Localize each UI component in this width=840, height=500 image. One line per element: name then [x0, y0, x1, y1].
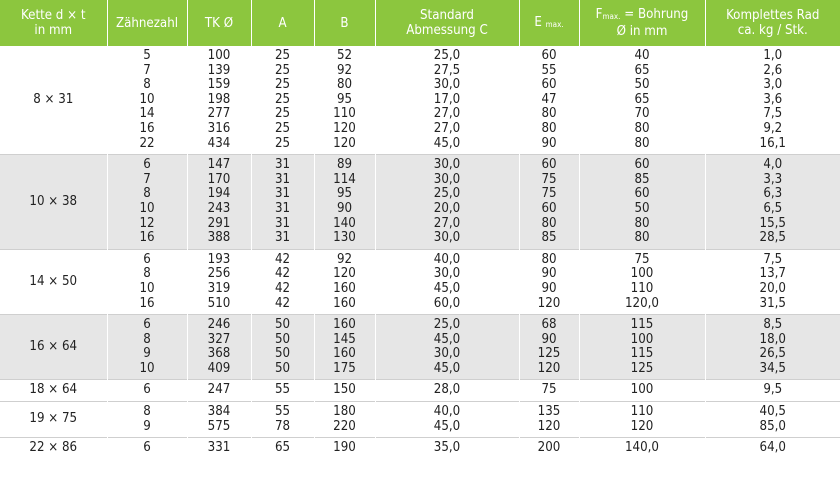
cell-tk: [187, 46, 251, 155]
table-row: [0, 380, 840, 402]
cell-value: 50: [634, 200, 650, 216]
cell-tk: [187, 438, 251, 459]
cell-value: 50: [274, 346, 291, 362]
cell-value: 30,0: [433, 266, 461, 282]
cell-value: 6: [143, 251, 151, 267]
cell-value: 20,0: [433, 200, 461, 216]
cell-value: 31: [274, 230, 291, 246]
cell-value: 80: [634, 215, 650, 231]
cell-value: 12: [139, 215, 155, 231]
cell-weight: [705, 46, 840, 155]
cell-value: 42: [274, 280, 291, 296]
cell-e-max: [519, 315, 579, 380]
cell-value: 120: [333, 135, 356, 151]
cell-value: 40,0: [433, 251, 461, 267]
header-f-rest: = Bohrung: [620, 7, 689, 22]
cell-standard-c: [375, 155, 519, 250]
cell-value: 159: [207, 77, 231, 93]
cell-value: 160: [333, 295, 356, 311]
cell-value: 25,0: [433, 186, 461, 202]
table-header: [0, 0, 840, 46]
header-kette: [0, 0, 107, 46]
cell-value: 8: [143, 331, 151, 347]
cell-value: 135: [537, 404, 561, 420]
cell-value: 80: [541, 251, 557, 267]
header-f-sub: max.: [602, 12, 621, 21]
cell-value: 115: [630, 346, 654, 362]
cell-value: 89: [336, 157, 353, 173]
cell-value: 150: [333, 382, 356, 398]
cell-value: 31: [274, 157, 291, 173]
cell-value: 40,0: [433, 404, 461, 420]
cell-tk: [187, 402, 251, 438]
cell-value: 47: [541, 91, 557, 107]
cell-value: 70: [634, 106, 650, 122]
cell-value: 6,3: [763, 186, 783, 202]
cell-value: 120: [537, 295, 561, 311]
cell-value: 25: [274, 135, 291, 151]
cell-value: 30,0: [433, 230, 461, 246]
table-row: [0, 155, 840, 250]
cell-value: 145: [333, 331, 356, 347]
cell-value: 30,0: [433, 171, 461, 187]
cell-a: [251, 380, 314, 402]
cell-value: 247: [207, 382, 231, 398]
cell-value: 45,0: [433, 418, 461, 434]
cell-value: 45,0: [433, 360, 461, 376]
cell-value: 115: [630, 317, 654, 333]
cell-kette: 10 × 38: [0, 155, 107, 250]
cell-value: 120: [333, 266, 356, 282]
cell-value: 40,5: [759, 404, 786, 420]
cell-value: 120,0: [625, 295, 659, 311]
cell-value: 6: [143, 440, 151, 456]
header-standard-line2: Abmessung C: [406, 23, 488, 38]
cell-value: 3,3: [763, 171, 783, 187]
cell-value: 14: [139, 106, 155, 122]
cell-value: 55: [541, 62, 557, 78]
cell-value: 291: [207, 215, 231, 231]
cell-value: 16,1: [759, 135, 786, 151]
header-e-max: [519, 0, 579, 46]
cell-value: 5: [143, 48, 151, 63]
cell-value: 180: [333, 404, 356, 420]
cell-value: 125: [537, 346, 561, 362]
cell-value: 277: [207, 106, 231, 122]
cell-value: 140: [333, 215, 356, 231]
cell-value: 7: [143, 62, 151, 78]
cell-value: 25: [274, 48, 291, 63]
cell-value: 50: [274, 331, 291, 347]
cell-value: 100: [630, 331, 654, 347]
cell-e-max: [519, 46, 579, 155]
cell-value: 31: [274, 215, 291, 231]
cell-value: 120: [333, 120, 356, 136]
header-rad-line1: Komplettes Rad: [726, 8, 820, 23]
cell-value: 6: [143, 317, 151, 333]
cell-value: 75: [541, 171, 557, 187]
cell-value: 90: [541, 331, 557, 347]
cell-value: 220: [333, 418, 356, 434]
cell-value: 26,5: [759, 346, 786, 362]
cell-value: 114: [333, 171, 356, 187]
cell-value: 30,0: [433, 346, 461, 362]
cell-value: 8,5: [763, 317, 783, 333]
cell-value: 10: [139, 360, 155, 376]
cell-value: 9,5: [763, 382, 783, 398]
cell-value: 193: [207, 251, 231, 267]
cell-b: [314, 315, 375, 380]
cell-f-max: [579, 315, 705, 380]
cell-a: [251, 438, 314, 459]
table-row: [0, 315, 840, 380]
cell-a: [251, 402, 314, 438]
cell-value: 3,6: [763, 91, 783, 107]
cell-value: 15,5: [759, 215, 786, 231]
cell-e-max: [519, 249, 579, 314]
cell-weight: [705, 249, 840, 314]
cell-weight: [705, 402, 840, 438]
cell-value: 45,0: [433, 280, 461, 296]
cell-kette: 8 × 31: [0, 46, 107, 155]
cell-value: 50: [274, 317, 291, 333]
cell-standard-c: [375, 380, 519, 402]
cell-zaehnezahl: [107, 380, 187, 402]
cell-value: 90: [541, 266, 557, 282]
cell-value: 100: [630, 266, 654, 282]
cell-value: 30,0: [433, 77, 461, 93]
cell-value: 190: [333, 440, 356, 456]
cell-value: 65: [274, 440, 291, 456]
cell-e-max: [519, 402, 579, 438]
cell-a: [251, 46, 314, 155]
cell-standard-c: [375, 46, 519, 155]
header-kette-line1: Kette d × t: [21, 8, 86, 23]
cell-b: [314, 380, 375, 402]
cell-value: 10: [139, 200, 155, 216]
header-a: A: [251, 0, 314, 46]
cell-f-max: [579, 155, 705, 250]
cell-value: 246: [207, 317, 231, 333]
header-e-main: E: [534, 14, 542, 30]
cell-value: 100: [630, 382, 654, 398]
cell-value: 8: [143, 404, 151, 420]
header-komplettes-rad: [705, 0, 840, 46]
cell-value: 160: [333, 280, 356, 296]
cell-value: 100: [207, 48, 231, 63]
cell-value: 90: [541, 280, 557, 296]
header-row: [0, 0, 840, 46]
cell-value: 35,0: [433, 440, 461, 456]
cell-b: [314, 155, 375, 250]
cell-value: 160: [333, 317, 356, 333]
cell-value: 368: [207, 346, 231, 362]
cell-e-max: [519, 380, 579, 402]
cell-value: 10: [139, 280, 155, 296]
header-tk: TK Ø: [187, 0, 251, 46]
cell-zaehnezahl: [107, 46, 187, 155]
table-row: [0, 249, 840, 314]
cell-value: 42: [274, 295, 291, 311]
cell-weight: [705, 315, 840, 380]
cell-value: 92: [336, 251, 353, 267]
cell-value: 80: [541, 106, 557, 122]
cell-value: 125: [630, 360, 654, 376]
cell-value: 27,0: [433, 120, 461, 136]
cell-value: 16: [139, 295, 155, 311]
cell-b: [314, 402, 375, 438]
cell-standard-c: [375, 438, 519, 459]
cell-value: 13,7: [759, 266, 786, 282]
cell-value: 120: [537, 418, 561, 434]
cell-value: 25: [274, 62, 291, 78]
cell-weight: [705, 438, 840, 459]
cell-value: 510: [207, 295, 231, 311]
cell-value: 31: [274, 171, 291, 187]
cell-value: 80: [541, 120, 557, 136]
cell-value: 68: [541, 317, 557, 333]
cell-value: 6,5: [763, 200, 783, 216]
cell-value: 16: [139, 230, 155, 246]
cell-value: 95: [336, 186, 353, 202]
cell-value: 18,0: [759, 331, 786, 347]
cell-value: 40: [634, 48, 650, 63]
cell-value: 140,0: [625, 440, 659, 456]
cell-tk: [187, 155, 251, 250]
cell-value: 30,0: [433, 157, 461, 173]
cell-value: 55: [274, 404, 291, 420]
cell-value: 147: [207, 157, 231, 173]
header-b: B: [314, 0, 375, 46]
cell-value: 34,5: [759, 360, 786, 376]
cell-value: 110: [333, 106, 356, 122]
cell-value: 27,0: [433, 106, 461, 122]
cell-value: 434: [207, 135, 231, 151]
cell-zaehnezahl: [107, 155, 187, 250]
cell-weight: [705, 380, 840, 402]
cell-value: 28,5: [759, 230, 786, 246]
table-row: [0, 402, 840, 438]
cell-value: 170: [207, 171, 231, 187]
cell-value: 331: [207, 440, 231, 456]
cell-value: 75: [634, 251, 650, 267]
cell-value: 80: [336, 77, 353, 93]
cell-value: 80: [541, 215, 557, 231]
cell-value: 25: [274, 120, 291, 136]
cell-standard-c: [375, 315, 519, 380]
cell-value: 256: [207, 266, 231, 282]
cell-a: [251, 155, 314, 250]
cell-value: 1,0: [763, 48, 783, 63]
cell-zaehnezahl: [107, 438, 187, 459]
cell-value: 110: [630, 280, 654, 296]
cell-standard-c: [375, 402, 519, 438]
cell-value: 175: [333, 360, 356, 376]
cell-b: [314, 438, 375, 459]
cell-value: 50: [634, 77, 650, 93]
cell-f-max: [579, 402, 705, 438]
cell-value: 92: [336, 62, 353, 78]
cell-value: 42: [274, 251, 291, 267]
cell-value: 25: [274, 77, 291, 93]
header-rad-line2: ca. kg / Stk.: [737, 23, 808, 38]
cell-value: 110: [630, 404, 654, 420]
header-standard-line1: Standard: [420, 8, 474, 23]
cell-kette: 16 × 64: [0, 315, 107, 380]
cell-value: 64,0: [759, 440, 786, 456]
cell-b: [314, 249, 375, 314]
cell-value: 45,0: [433, 331, 461, 347]
cell-value: 31: [274, 200, 291, 216]
cell-f-max: [579, 46, 705, 155]
cell-value: 31: [274, 186, 291, 202]
cell-value: 75: [541, 382, 557, 398]
cell-value: 25,0: [433, 317, 461, 333]
cell-value: 60: [541, 48, 557, 63]
cell-value: 45,0: [433, 135, 461, 151]
cell-e-max: [519, 155, 579, 250]
cell-f-max: [579, 380, 705, 402]
cell-zaehnezahl: [107, 315, 187, 380]
cell-value: 31,5: [759, 295, 786, 311]
cell-value: 9,2: [763, 120, 783, 136]
cell-value: 75: [541, 186, 557, 202]
header-kette-line2: in mm: [34, 23, 73, 38]
cell-a: [251, 249, 314, 314]
cell-value: 2,6: [763, 62, 783, 78]
cell-value: 7,5: [763, 106, 783, 122]
cell-value: 388: [207, 230, 231, 246]
cell-value: 25: [274, 106, 291, 122]
cell-value: 6: [143, 382, 151, 398]
cell-value: 139: [207, 62, 231, 78]
cell-kette: 18 × 64: [0, 380, 107, 402]
cell-weight: [705, 155, 840, 250]
cell-value: 65: [634, 91, 650, 107]
cell-value: 200: [537, 440, 561, 456]
header-f-main: F: [595, 7, 603, 22]
cell-value: 25: [274, 91, 291, 107]
cell-value: 60: [541, 77, 557, 93]
cell-value: 8: [143, 266, 151, 282]
cell-value: 60,0: [433, 295, 461, 311]
cell-value: 55: [274, 382, 291, 398]
cell-value: 28,0: [433, 382, 461, 398]
cell-value: 52: [336, 48, 353, 63]
cell-value: 7,5: [763, 251, 783, 267]
cell-value: 22: [139, 135, 155, 151]
cell-value: 4,0: [763, 157, 783, 173]
cell-a: [251, 315, 314, 380]
cell-value: 60: [634, 157, 650, 173]
cell-value: 42: [274, 266, 291, 282]
cell-value: 384: [207, 404, 231, 420]
cell-kette: 22 × 86: [0, 438, 107, 459]
table-body: [0, 46, 840, 459]
cell-value: 243: [207, 200, 231, 216]
header-standard: [375, 0, 519, 46]
cell-value: 90: [541, 135, 557, 151]
cell-value: 198: [207, 91, 231, 107]
cell-value: 10: [139, 91, 155, 107]
header-f-line2: Ø in mm: [616, 24, 668, 39]
cell-value: 120: [630, 418, 654, 434]
cell-value: 327: [207, 331, 231, 347]
cell-value: 9: [143, 346, 151, 362]
cell-value: 78: [274, 418, 291, 434]
cell-standard-c: [375, 249, 519, 314]
cell-kette: 19 × 75: [0, 402, 107, 438]
cell-value: 20,0: [759, 280, 786, 296]
header-e-sub: max.: [545, 19, 564, 29]
cell-value: 80: [634, 120, 650, 136]
cell-value: 575: [207, 418, 231, 434]
cell-value: 25,0: [433, 48, 461, 63]
cell-tk: [187, 249, 251, 314]
cell-value: 194: [207, 186, 231, 202]
cell-value: 6: [143, 157, 151, 173]
cell-value: 409: [207, 360, 231, 376]
cell-value: 120: [537, 360, 561, 376]
cell-value: 3,0: [763, 77, 783, 93]
cell-value: 8: [143, 186, 151, 202]
cell-value: 80: [634, 135, 650, 151]
cell-value: 95: [336, 91, 353, 107]
cell-value: 130: [333, 230, 356, 246]
cell-value: 60: [634, 186, 650, 202]
cell-value: 60: [541, 157, 557, 173]
cell-value: 316: [207, 120, 231, 136]
cell-value: 9: [143, 418, 151, 434]
cell-f-max: [579, 438, 705, 459]
cell-value: 65: [634, 62, 650, 78]
cell-value: 160: [333, 346, 356, 362]
cell-value: 85: [634, 171, 650, 187]
cell-tk: [187, 380, 251, 402]
cell-value: 8: [143, 77, 151, 93]
cell-value: 27,0: [433, 215, 461, 231]
cell-value: 85,0: [759, 418, 786, 434]
cell-e-max: [519, 438, 579, 459]
cell-value: 80: [634, 230, 650, 246]
table-row: [0, 438, 840, 459]
cell-kette: 14 × 50: [0, 249, 107, 314]
header-f-max: [579, 0, 705, 46]
cell-value: 85: [541, 230, 557, 246]
cell-value: 7: [143, 171, 151, 187]
cell-b: [314, 46, 375, 155]
cell-value: 90: [336, 200, 353, 216]
cell-f-max: [579, 249, 705, 314]
cell-zaehnezahl: [107, 249, 187, 314]
cell-value: 17,0: [433, 91, 461, 107]
cell-tk: [187, 315, 251, 380]
cell-zaehnezahl: [107, 402, 187, 438]
cell-value: 16: [139, 120, 155, 136]
cell-value: 319: [207, 280, 231, 296]
header-zaehnezahl: Zähnezahl: [107, 0, 187, 46]
cell-value: 50: [274, 360, 291, 376]
cell-value: 27,5: [433, 62, 461, 78]
cell-value: 60: [541, 200, 557, 216]
table-row: [0, 46, 840, 155]
